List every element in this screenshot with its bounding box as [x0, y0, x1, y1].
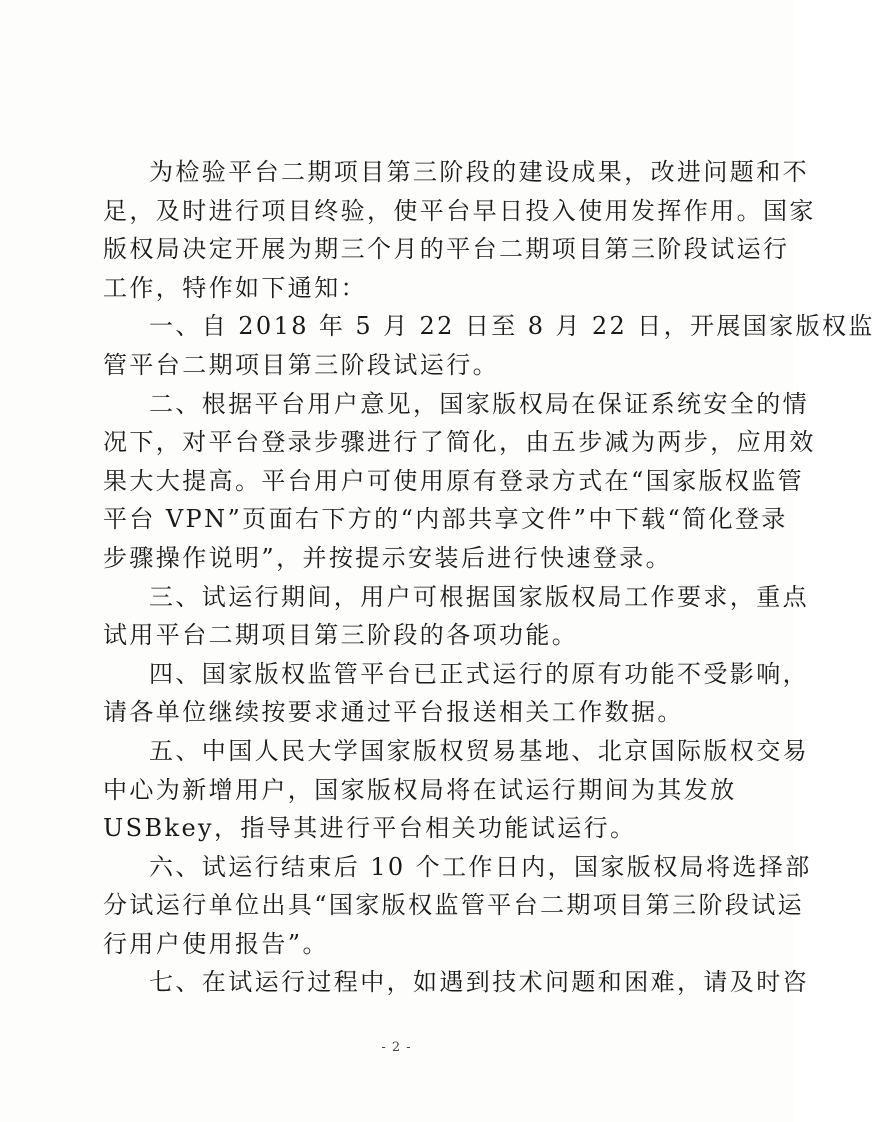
document-body — [103, 153, 875, 1002]
paragraph-line: 七、在试运行过程中，如遇到技术问题和困难，请及时咨 — [149, 968, 809, 997]
paragraph-line: 果大大提高。平台用户可使用原有登录方式在“国家版权监管 — [103, 466, 805, 495]
paragraph-line: 四、国家版权监管平台已正式运行的原有功能不受影响， — [149, 659, 809, 688]
paragraph-line: 六、试运行结束后 10 个工作日内，国家版权局将选择部 — [149, 852, 812, 881]
paragraph-line: 分试运行单位出具“国家版权监管平台二期项目第三阶段试运 — [103, 891, 805, 920]
paragraph-line: 管平台二期项目第三阶段试运行。 — [103, 350, 499, 379]
paragraph-line: 工作，特作如下通知： — [103, 273, 367, 302]
paragraph-line: 一、自 2018 年 5 月 22 日至 8 月 22 日，开展国家版权监 — [149, 312, 875, 341]
paragraph-line: 试用平台二期项目第三阶段的各项功能。 — [103, 621, 579, 650]
paragraph-line: 足，及时进行项目终验，使平台早日投入使用发挥作用。国家 — [103, 196, 816, 225]
paragraph-line: 中心为新增用户，国家版权局将在试运行期间为其发放 — [103, 775, 737, 804]
page-number: - 2 - — [381, 1040, 412, 1055]
paragraph-line: 五、中国人民大学国家版权贸易基地、北京国际版权交易 — [149, 736, 809, 765]
paragraph-line: 行用户使用报告”。 — [103, 929, 329, 958]
paragraph-line: 请各单位继续按要求通过平台报送相关工作数据。 — [103, 698, 684, 727]
paragraph-line: USBkey，指导其进行平台相关功能试运行。 — [103, 814, 637, 843]
paragraph-line: 版权局决定开展为期三个月的平台二期项目第三阶段试运行 — [103, 235, 790, 264]
paragraph-line: 三、试运行期间，用户可根据国家版权局工作要求，重点 — [149, 582, 809, 611]
paragraph-line: 二、根据平台用户意见，国家版权局在保证系统安全的情 — [149, 389, 809, 418]
paragraph-line: 况下，对平台登录步骤进行了简化，由五步减为两步，应用效 — [103, 428, 816, 457]
paragraph-line: 步骤操作说明”，并按提示安装后进行快速登录。 — [103, 543, 673, 572]
paragraph-line: 为检验平台二期项目第三阶段的建设成果，改进问题和不 — [149, 158, 809, 186]
paragraph-line: 平台 VPN”页面右下方的“内部共享文件”中下载“简化登录 — [103, 505, 788, 534]
